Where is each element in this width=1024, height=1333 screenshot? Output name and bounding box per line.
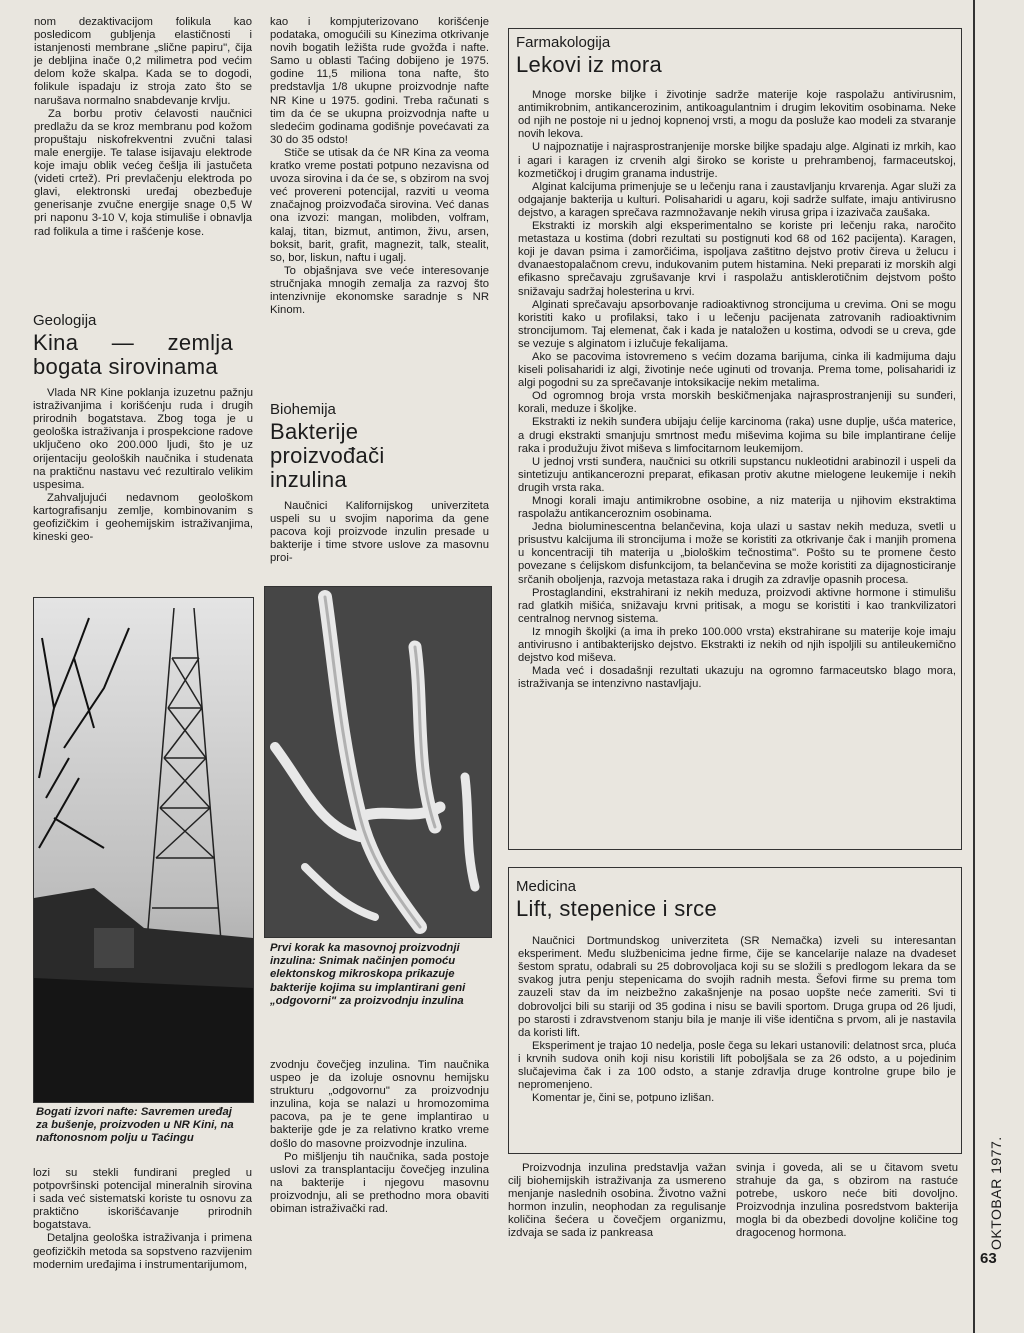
pharmacology-section-label: Farmakologija: [516, 34, 611, 51]
col1-paragraph-2: Za borbu protiv ćelavosti naučnici predlažu da se kroz membranu pod kožom propuštaju niskofrekventni zvučni talasi male energije. Te talase isijavaju elektrode koje imaju oblik većeg češlja ili jastučeta (videti crtež). Pri prevlačenju elektroda po glavi, elektronski uređaj obezbeđuje generisanje zvučne energije snage 0,5 W pri naponu 3-10 V, koja stimuliše i obnavlja rad folikula a time i rašćenje kose.: [34, 107, 252, 238]
biochem-article: [270, 403, 489, 566]
pharmacology-paragraph: Ekstrakti iz morskih algi eksperimentalno se koriste pri lečenju raka, naročito metastaza u kostima (dobri rezultati su postignuti kod 68 od 162 pacijenta). Karagen, koji je davan psima i zamorčićima, ispoljava zaštitno dejstvo protiv čireva u želucu i dvanaestopalačnom crevu, indukovanim putem histamina. Neki preparati iz morskih algi efikasno sprečavaju zgrušavanje krvi i raspolažu antisklerotičnim dejstvom pošto snižavaju sadržaj holesterina u krvi.: [518, 220, 956, 298]
medicine-article: [516, 880, 956, 1105]
pharmacology-paragraph: Mnogi korali imaju antimikrobne osobine, a niz materija u njihovim ekstraktima raspolažu antikanceroznim osobinama.: [518, 495, 956, 521]
geology-continued: [33, 1167, 252, 1272]
col2-paragraph-3: To objašnjava sve veće interesovanje stručnjaka mnogih zemalja za razvoj što intenzivnije ekonomske saradnje s NR Kinom.: [270, 264, 489, 317]
geology-paragraph-3: lozi su stekli fundirani pregled u potpovršinski potencijal mineralnih sirovina i sada već sistematski koriste tu osnovu za praktično iskorišćavanje prirodnih bogatstava.: [33, 1167, 252, 1232]
geology-headline: Kina — zemlja bogata sirovinama: [33, 330, 233, 380]
pharmacology-paragraph: Ekstrakti iz nekih sunđera ubijaju ćelije karcinoma (raka) usne duplje, ušća materice, a drugi ekstrakti smanjuju smrtnost među miševima kojima su bile implantirane ćelije raka i produžuju život miševa s limfocitarnom leukemijom.: [518, 416, 956, 455]
bacteria-micrograph: [264, 586, 492, 938]
issue-date: OKTOBAR 1977.: [988, 1136, 1004, 1250]
geology-paragraph-4: Detaljna geološka istraživanja i primena geofizičkih metoda sa sopstveno razvijenim modernim uređajima i instrumentarijumom,: [33, 1232, 252, 1271]
biochem-paragraph-2: zvodnju čovečjeg inzulina. Tim naučnika uspeo je da izoluje osnovnu hemijsku strukturu „odgovornu" za proizvodnju inzulina, koja se nalazi u hromozomima pacova, pa je te gene implantirao u bakterije gde je za relativno kratko vreme došlo do masovne proizvodnje inzulina.: [270, 1059, 489, 1150]
pharmacology-paragraph: Iz mnogih školjki (a ima ih preko 100.000 vrsta) ekstrahirane su materije koje imaju antivirusno i antibakterijsko dejstvo. Ekstrakti iz nekih od njih ispoljili su antileukemično dejstvo kod miševa.: [518, 625, 956, 665]
oil-rig-illustration: [34, 598, 253, 1102]
pharmacology-paragraph: Mnoge morske biljke i životinje sadrže materije koje raspolažu antivirusnim, antimikrobnim, antikancerozinim, antikoagulantnim i drugim lekovitim osobinama. Neke od njih ne postoje ni u jednoj kopnenoj vrsti, a mogu da posluže kao modeli za stvaranje novih lekova.: [518, 89, 956, 141]
oil-rig-caption: Bogati izvori nafte: Savremen uređaj za bušenje, proizvoden u NR Kini, na naftonosnom polju u Taćingu: [36, 1106, 234, 1145]
pharmacology-headline: Lekovi iz mora: [516, 52, 663, 78]
column-1: [34, 16, 252, 239]
insulin-continuation-b: [736, 1162, 958, 1241]
pharmacology-paragraph: Alginat kalcijuma primenjuje se u lečenju rana i zaustavljanju krvarenja. Agar služi za odgajanje bakterija u kulturi. Polisaharidi u agaru, koji sadrže sulfate, imaju antivirusno dejstvo, a karagen sprečava razmnožavanje nekih virusa gripa i izazivača zaušaka.: [518, 180, 956, 219]
pharmacology-paragraph: Od ogromnog broja vrsta morskih beskičmenjaka najrasprostranjeniji su sunđeri, korali, meduze i školjke.: [518, 390, 956, 416]
biochem-paragraph-3: Po mišljenju tih naučnika, sada postoje uslovi za transplantaciju čovečjeg inzulina na bakterije i njegovu masovnu proizvodnju, ali se prethodno mora obaviti obiman istraživački rad.: [270, 1150, 489, 1216]
page-margin-rule: [973, 0, 975, 1333]
pharmacology-paragraph: Prostaglandini, ekstrahirani iz nekih meduza, proizvodi aktivne hormone i stimulišu rad glatkih mišića, snižavaju krvni pritisak, a mogu se koristiti i kao trankvilizatori centralnog nervnog sistema.: [518, 586, 956, 625]
medicine-paragraph: Komentar je, čini se, potpuno izlišan.: [532, 1092, 715, 1105]
medicine-paragraph: Naučnici Dortmundskog univerziteta (SR Nemačka) izveli su interesantan eksperiment. Među službenicima jedne firme, čije se kancelarije nalaze na dvadeset šestom spratu, odabrali su 25 dobrovoljaca koji su se složili s predlogom lekara da se svakog jutra penju stepenicama do svojih radnih mesta. Šefovi firme su prema tom zauzeli stav da im neizbežno zakašnjenje na posao uopšte neće zameriti. Svi ti dobrovoljci bili su stariji od 35 godina i nisu se bavili sportom. Druga grupa od 26 ljudi, po starosti i zdravstvenom stanju bila je manje ili više identična s prvom, ali je nastavila da koristi lift.: [518, 935, 956, 1039]
insulin-continuation-a: [508, 1162, 726, 1241]
geology-article: [33, 314, 253, 544]
medicine-headline: Lift, stepenice i srce: [516, 896, 718, 922]
col1-paragraph-1: nom dezaktivacijom folikula kao posledicom gubljenja elastičnosti i istanjenosti membrane „slične papiru", čija je debljina inače 0,2 milimetra pod većim delom kože skalpa. Kada se to dogodi, folikule ispadaju iz stroja zato što se narušava normalno snabdevanje krvlju.: [34, 16, 252, 107]
geology-paragraph-2: Zahvaljujući nedavnom geološkom kartografisanju zemlje, kombinovanim s geofizičkim i geohemijskim istraživanjima, kineski geo-: [33, 491, 253, 544]
bacteria-caption: Prvi korak ka masovnoj proizvodnji inzulina: Snimak načinjen pomoću elektonskog mikroskopa prikazuje bakterije kojima su implantirani geni „odgovorni" za proizvodnju inzulina: [270, 942, 466, 1007]
biochem-paragraph-1: Naučnici Kalifornijskog univerziteta uspeli su u svojim naporima da gene pacova koji proizvode inzulin presade u bakterije i time stvore uslove za masovnu proi-: [270, 500, 489, 565]
biochem-headline: Bakterije proizvođači inzulina: [270, 419, 385, 493]
pharmacology-body: [516, 89, 956, 691]
column-2: [270, 16, 489, 317]
biochem-continued: [270, 1059, 489, 1216]
geology-paragraph-1: Vlada NR Kine poklanja izuzetnu pažnju istraživanjima i korišćenju ruda i drugih prirodnih bogatstava. Zbog toga je u geološka istraživanja i prospekcione radove uključeno oko 200.000 ljudi, što je uz orijentaciju geoloških naučnika i studenata na praktičnu nastavu već rezultiralo velikim uspesima.: [33, 387, 253, 491]
col2-paragraph-1: kao i kompjuterizovano korišćenje podataka, omogućili su Kinezima otkrivanje novih bogatih ležišta rude gvožđa i nafte. Samo u oblasti Taćing dobijeno je 1975. godine 11,5 miliona tona nafte, što predstavlja 1/8 ukupne proizvodnje nafte NR Kine u 1975. godini. Treba računati s tim da će se ukupna proizvodnja nafte u sledećim godinama godišnje povećavati za 30 do 35 odsto!: [270, 16, 489, 146]
pharmacology-paragraph: Alginati sprečavaju apsorbovanje radioaktivnog stroncijuma u crevima. Oni se mogu koristiti kako u profilaksi, tako i u lečenju pacijenata zatrovanih radioaktivnim stroncijumom. Taj elemenat, čak i kada je nataložen u kostima, odvodi se u creva, gde se vezuje s alginatom i izlučuje fekalijama.: [518, 298, 956, 350]
medicine-section-label: Medicina: [516, 878, 577, 895]
pharmacology-paragraph: U najpoznatije i najrasprostranjenije morske biljke spadaju alge. Alginati iz mrkih, kao i agari i karagen iz crvenih algi široko se koriste u prehrambenoj, farmaceutskoj, kozmetičkoj i drugim granama industrije.: [518, 141, 956, 180]
pharmacology-paragraph: Mada već i dosadašnji rezultati ukazuju na ogromno farmaceutsko blago mora, istraživanja se intenzivno nastavljaju.: [518, 665, 956, 691]
bacteria-illustration: [265, 587, 491, 937]
pharmacology-paragraph: Ako se pacovima istovremeno s većim dozama barijuma, cinka ili kadmijuma daju kiseli polisaharidi iz algi, životinje neće uginuti od trovanja. Prema tome, polisaharidi iz algi pogodni su za sprečavanje intoksikacije nekim metalima.: [518, 350, 956, 390]
insulin-paragraph-a: Proizvodnja inzulina predstavlja važan cilj biohemijskih istraživanja za usmereno menjanje naslednih osobina. Životno važni hormon inzulin, neophodan za regulisanje količina šećera u čovečjem organizmu, izdvaja se sada iz pankreasa: [508, 1162, 726, 1240]
oil-rig-photo: [33, 597, 254, 1103]
pharmacology-paragraph: Jedna bioluminescentna belančevina, koja ulazi u sastav nekih meduza, svetli u prisustvu kalcijuma ili stroncijuma i može se koristiti za otkrivanje čak i manjih promena u koncentraciji tih materija u „biološkim tečnostima". Pošto su te promene često povezane s ćelijskom disfunkcijom, ta belančevina se može koristiti za dijagnosticiranje srčanih oboljenja, razvoja metastaza raka i drugih za zdravlje opasnih procesa.: [518, 521, 956, 586]
insulin-paragraph-b: svinja i goveda, ali se u čitavom svetu strahuje da ga, s obzirom na rastuće potrebe, uskoro neće biti dovoljno. Proizvodnja inzulina posredstvom bakterija mogla bi da obezbedi dovoljne količine tog dragocenog hormona.: [736, 1162, 958, 1240]
biochem-section-label: Biohemija: [270, 401, 336, 418]
medicine-body: [516, 935, 956, 1105]
page-number: 63: [980, 1250, 997, 1267]
pharmacology-article: [516, 36, 956, 691]
geology-section-label: Geologija: [33, 312, 97, 329]
pharmacology-paragraph: U jednoj vrsti sunđera, naučnici su otkrili supstancu nukleotidni arabinozil i uspeli da sintetizuju antikancerozni preparat, efikasan protiv akutne mielogene leukemije i nekih drugih vrsta raka.: [518, 455, 956, 494]
medicine-paragraph: Eksperiment je trajao 10 nedelja, posle čega su lekari ustanovili: delatnost srca, pluća i krvnih sudova onih koji nisu koristili lift poboljšala se za 26 odsto, a u pojedinim slučajevima čak i za 100 odsto, a stanje zdravlja druge kontrolne grupe bilo je nepromenjeno.: [518, 1039, 956, 1092]
col2-paragraph-2: Stiče se utisak da će NR Kina za veoma kratko vreme postati potpuno nezavisna od uvoza sirovina i da će se, s obzirom na svoj već provereni potencijal, razviti u veoma značajnog proizvođača sirovina. Već danas ona izvozi: mangan, molibden, volfram, kalaj, titan, bizmut, antimon, živu, arsen, boksit, barit, grafit, magnezit, talk, stealit, so, bor, liskun, naftu i ugalj.: [270, 146, 489, 264]
